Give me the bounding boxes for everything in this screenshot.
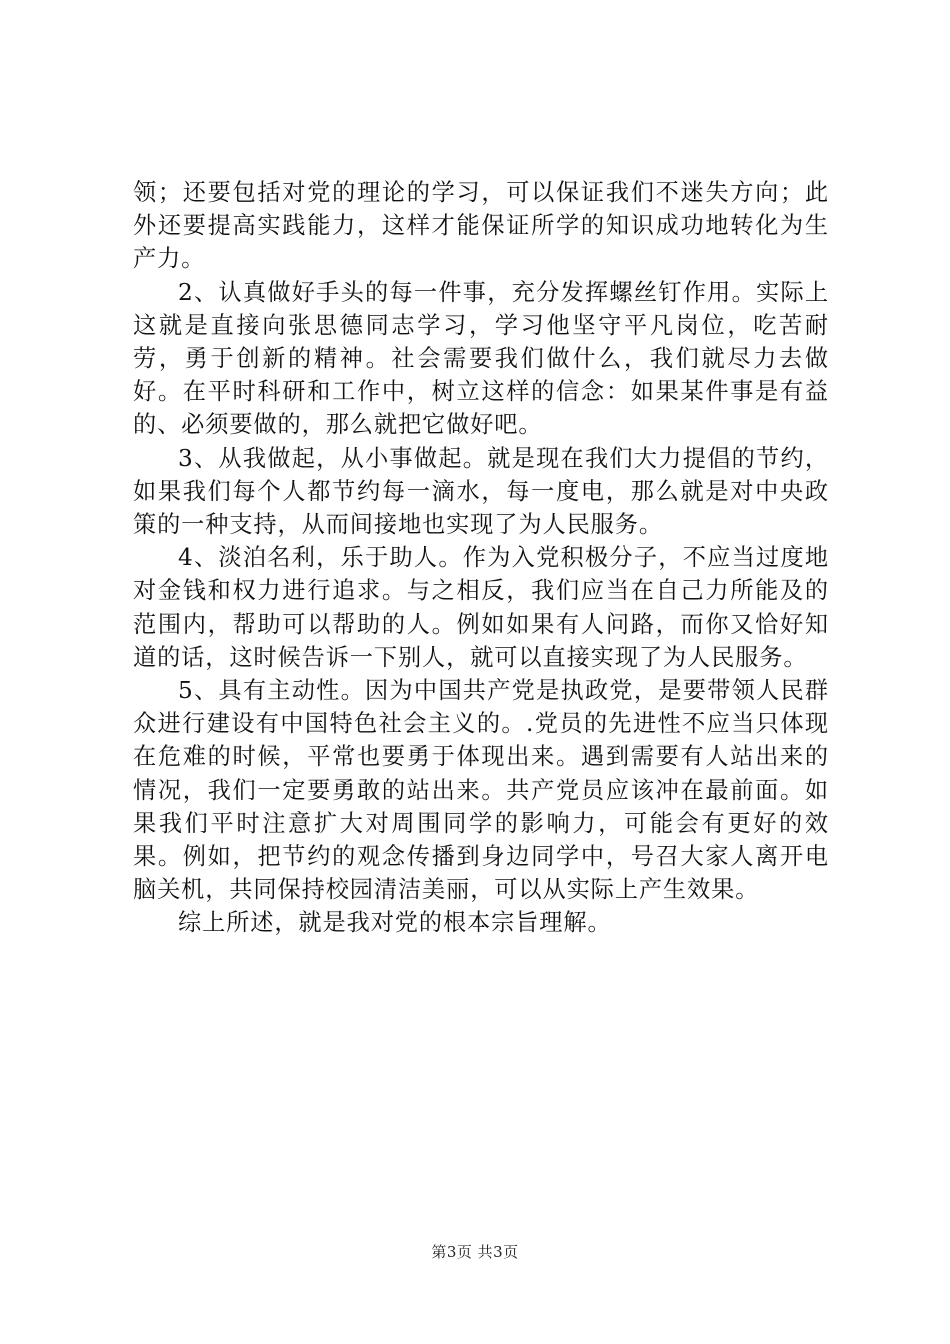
paragraph-item-2: 2、认真做好手头的每一件事，充分发挥螺丝钉作用。实际上这就是直接向张思德同志学习，学习他坚守平凡岗位，吃苦耐劳，勇于创新的精神。社会需要我们做什么，我们就尽力去做好。在平时科研和工作中，树立这样的信念：如果某件事是有益的、必须要做的，那么就把它做好吧。 [133,278,829,439]
page-number-footer: 第3页 共3页 [431,1243,519,1261]
paragraph-conclusion: 综上所述，就是我对党的根本宗旨理解。 [178,909,612,937]
document-body [133,176,829,940]
paragraph-item-5: 5、具有主动性。因为中国共产党是执政党，是要带领人民群众进行建设有中国特色社会主义的。.党员的先进性不应当只体现在危难的时候，平常也要勇于体现出来。遇到需要有人站出来的情况，我们一定要勇敢的站出来。共产党员应该冲在最前面。如果我们平时注意扩大对周围同学的影响力，可能会有更好的效果。例如，把节约的观念传播到身边同学中，号召大家人离开电脑关机，共同保持校园清洁美丽，可以从实际上产生效果。 [133,677,829,904]
paragraph-continuation: 领；还要包括对党的理论的学习，可以保证我们不迷失方向；此外还要提高实践能力，这样才能保证所学的知识成功地转化为生产力。 [133,179,829,273]
paragraph-item-3: 3、从我做起，从小事做起。就是现在我们大力提倡的节约，如果我们每个人都节约每一滴水，每一度电，那么就是对中央政策的一种支持，从而间接地也实现了为人民服务。 [133,444,829,539]
paragraph-item-4: 4、淡泊名利，乐于助人。作为入党积极分子，不应当过度地对金钱和权力进行追求。与之相反，我们应当在自己力所能及的范围内，帮助可以帮助的人。例如如果有人问路，而你又恰好知道的话，这时候告诉一下别人，就可以直接实现了为人民服务。 [133,544,829,671]
